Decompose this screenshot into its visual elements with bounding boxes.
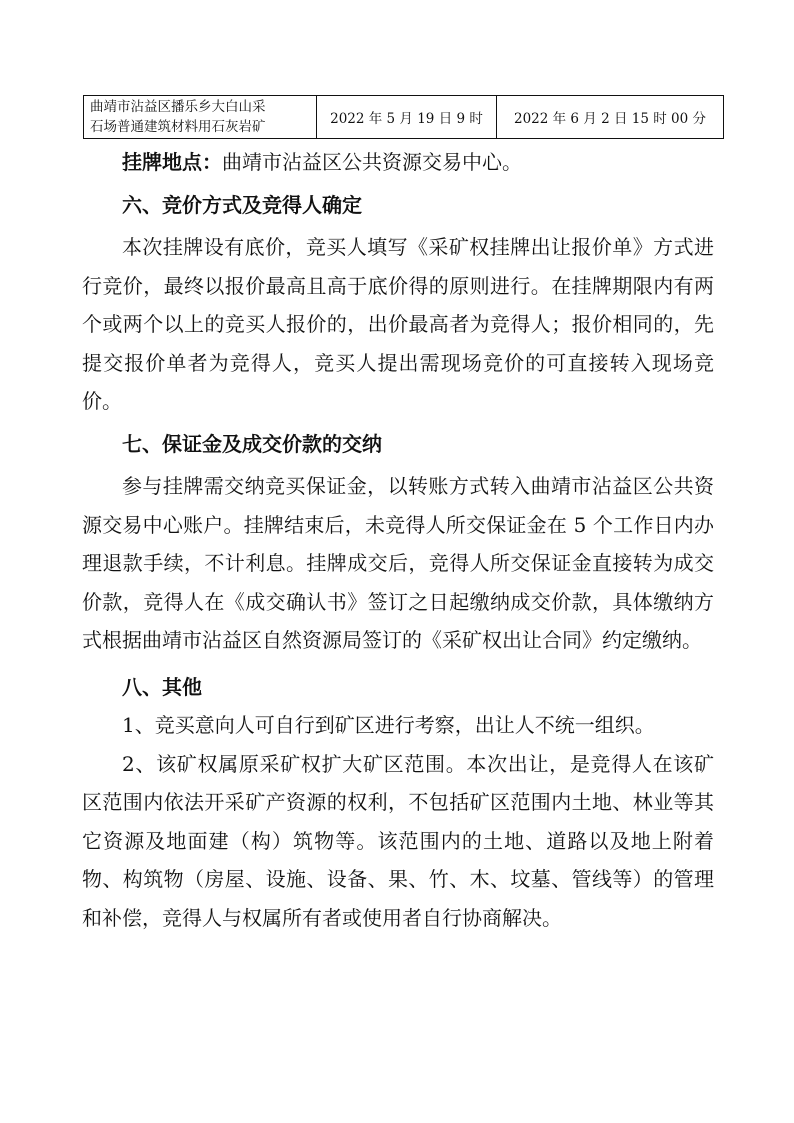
listing-location-label: 挂牌地点： [122, 150, 222, 174]
mine-name-line2: 石场普通建筑材料用石灰岩矿 [90, 119, 266, 135]
section-7-heading: 七、保证金及成交价款的交纳 [122, 431, 382, 456]
document-body [82, 143, 714, 937]
end-time-cell: 2022 年 6 月 2 日 15 时 00 分 [497, 96, 724, 139]
listing-location [82, 143, 714, 182]
section-8-item-1: 1、竞买意向人可自行到矿区进行考察，出让人不统一组织。 [122, 713, 655, 737]
section-8-item-2: 2、该矿权属原采矿权扩大矿区范围。本次出让，是竞得人在该矿区范围内依法开采矿产资源的权利，不包括矿区范围内土地、林业等其它资源及地面建（构）筑物等。该范围内的土地、道路以及地上附着物、构筑物（房屋、设施、设备、果、竹、木、坟墓、管线等）的管理和补偿，竞得人与权属所有者或使用者自行协商解决。 [82, 751, 714, 930]
mining-rights-table [83, 95, 724, 139]
section-8-heading: 八、其他 [122, 674, 202, 699]
section-6-paragraph: 本次挂牌设有底价，竞买人填写《采矿权挂牌出让报价单》方式进行竞价，最终以报价最高且高于底价得的原则进行。在挂牌期限内有两个或两个以上的竞买人报价的，出价最高者为竞得人；报价相同的，先提交报价单者为竞得人，竞买人提出需现场竞价的可直接转入现场竞价。 [82, 235, 714, 413]
mine-name-line1: 曲靖市沾益区播乐乡大白山采 [90, 99, 266, 115]
mine-name-cell [84, 96, 317, 139]
listing-location-value: 曲靖市沾益区公共资源交易中心。 [222, 150, 522, 174]
section-7-paragraph: 参与挂牌需交纳竞买保证金，以转账方式转入曲靖市沾益区公共资源交易中心账户。挂牌结束后，未竞得人所交保证金在 5 个工作日内办理退款手续，不计利息。挂牌成交后，竞得人所交保证金直接转为成交价款，竞得人在《成交确认书》签订之日起缴纳成交价款，具体缴纳方式根据曲靖市沾益区自然资源局签订的《采矿权出让合同》约定缴纳。 [82, 474, 714, 652]
start-time-cell: 2022 年 5 月 19 日 9 时 [317, 96, 497, 139]
table-row [84, 96, 724, 139]
section-6-heading: 六、竞价方式及竞得人确定 [122, 192, 362, 217]
